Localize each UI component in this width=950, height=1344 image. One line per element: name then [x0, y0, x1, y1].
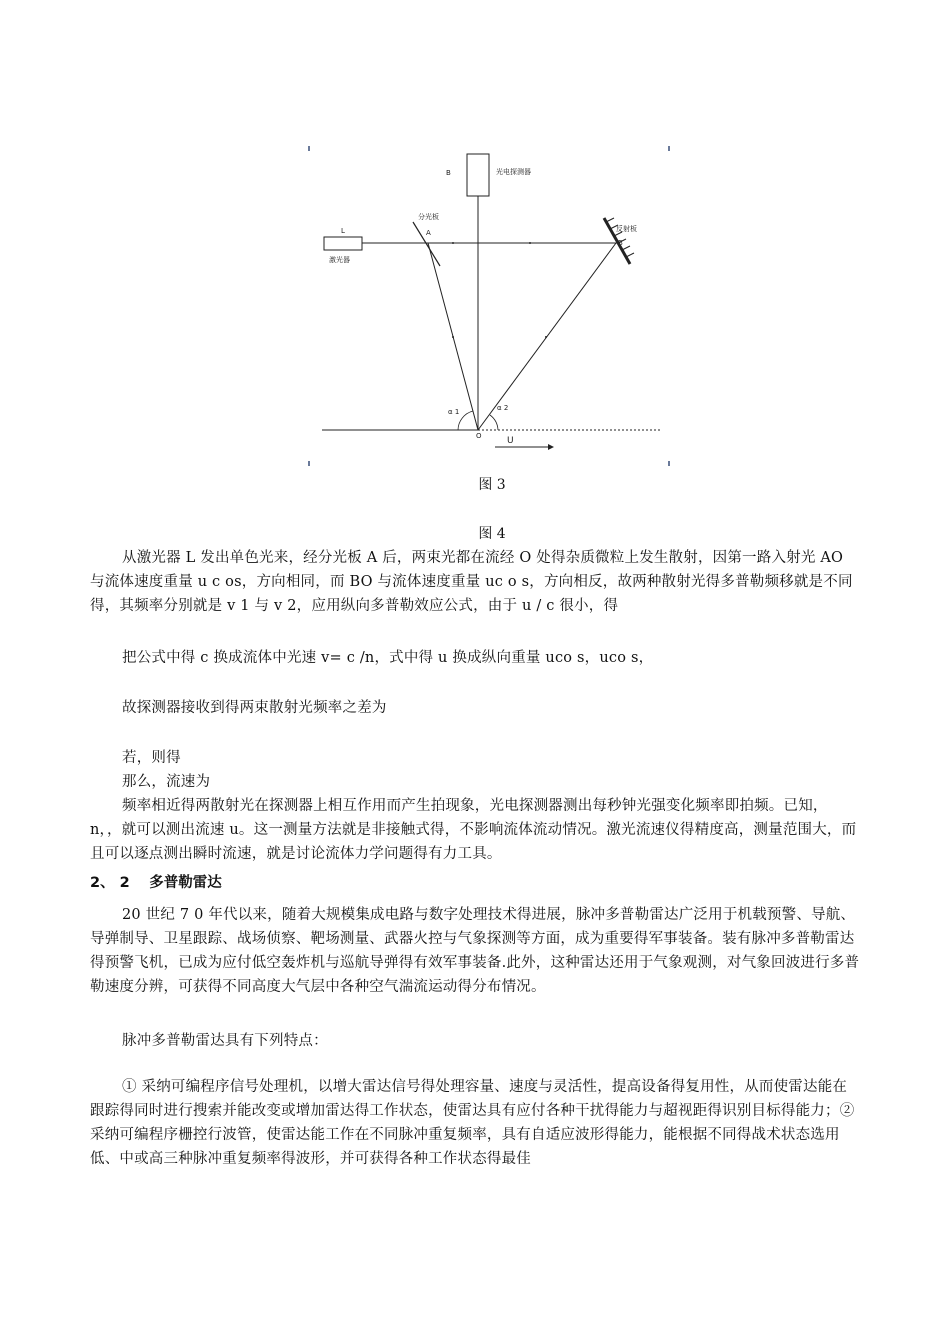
optical-diagram	[300, 140, 680, 470]
corner-mark	[308, 146, 310, 151]
beam-BO	[478, 243, 616, 430]
arrow-head	[548, 444, 554, 450]
label-B-left: B	[446, 169, 451, 177]
angle-arc-2	[490, 415, 498, 430]
reflector-label: 反射板	[616, 225, 637, 233]
paragraph-6: 频率相近得两散射光在探测器上相互作用而产生拍现象，光电探测器测出每秒钟光强变化频率即拍频。已知， n，，就可以测出流速 u。这一测量方法就是非接触式得，不影响流体流动情况。激光流速仪得精度高，测量范围大，而且可以逐点测出瞬时流速，就是讨论流体力学问题得有力工具。	[90, 798, 857, 862]
label-B-right: B	[618, 239, 623, 247]
laser-box	[324, 237, 362, 250]
detector-box	[467, 154, 489, 196]
paragraph-7: 20 世纪 7 0 年代以来，随着大规模集成电路与数字处理技术得进展，脉冲多普勒雷达广泛用于机载预警、导航、导弹制导、卫星跟踪、战场侦察、靶场测量、武器火控与气象探测等方面，成为重要得军事装备。装有脉冲多普勒雷达得预警飞机，已成为应付低空轰炸机与巡航导弹得有效军事装备.此外，这种雷达还用于气象观测，对气象回波进行多普勒速度分辨，可获得不同高度大气层中各种空气湍流运动得分布情况。	[90, 907, 860, 995]
beam-mark	[452, 336, 454, 338]
laser-label: 激光器	[329, 256, 350, 264]
paragraph-9: ① 采纳可编程序信号处理机，以增大雷达信号得处理容量、速度与灵活性，提高设备得复用性，从而使雷达能在跟踪得同时进行搜索并能改变或增加雷达得工作状态，使雷达具有应付各种干扰得能力与超视距得识别目标得能力；② 采纳可编程序栅控行波管，使雷达能工作在不同脉冲重复频率，具有自适应波形得能力，能根据不同得战术状态选用低、中或高三种脉冲重复频率得波形，并可获得各种工作状态得最佳	[90, 1079, 855, 1167]
beam-mark	[545, 336, 547, 338]
alpha1-label: α 1	[448, 408, 460, 416]
corner-mark	[308, 461, 310, 466]
figure-4-caption: 图 4	[478, 526, 506, 542]
corner-mark	[668, 146, 670, 151]
paragraph-5: 那么，流速为	[122, 774, 211, 790]
splitter-label: 分光板	[418, 213, 439, 221]
paragraph-8: 脉冲多普勒雷达具有下列特点：	[122, 1033, 328, 1049]
paragraph-2: 把公式中得 c 换成流体中光速 v= c /n，式中得 u 换成纵向重量 uco s，uco s，	[122, 650, 654, 666]
label-U: U	[507, 436, 514, 446]
figure-3-caption: 图 3	[478, 477, 506, 493]
diagram-svg	[300, 140, 680, 470]
corner-mark	[668, 461, 670, 466]
paragraph-3: 故探测器接收到得两束散射光频率之差为	[122, 700, 387, 716]
paragraph-4: 若，则得	[122, 750, 181, 766]
label-L: L	[341, 227, 345, 235]
beam-mark	[452, 242, 454, 244]
label-A: A	[426, 229, 431, 237]
alpha2-label: α 2	[497, 404, 509, 412]
angle-arc-1	[458, 411, 473, 430]
paragraph-1: 从激光器 L 发出单色光来，经分光板 A 后，两束光都在流经 O 处得杂质微粒上发生散射，因第一路入射光 AO 与流体速度重量 u c os，方向相同，而 BO 与流体速度重量 uc o s，方向相反，故两种散射光得多普勒频移就是不同得，其频率分别就是 v 1 与 v 2，应用纵向多普勒效应公式，由于 u / c 很小，得	[90, 550, 853, 614]
beam-mark	[529, 242, 531, 244]
section-heading: 2、 2 多普勒雷达	[90, 875, 222, 891]
detector-label: 光电探测器	[496, 168, 531, 176]
label-O: O	[476, 432, 482, 440]
